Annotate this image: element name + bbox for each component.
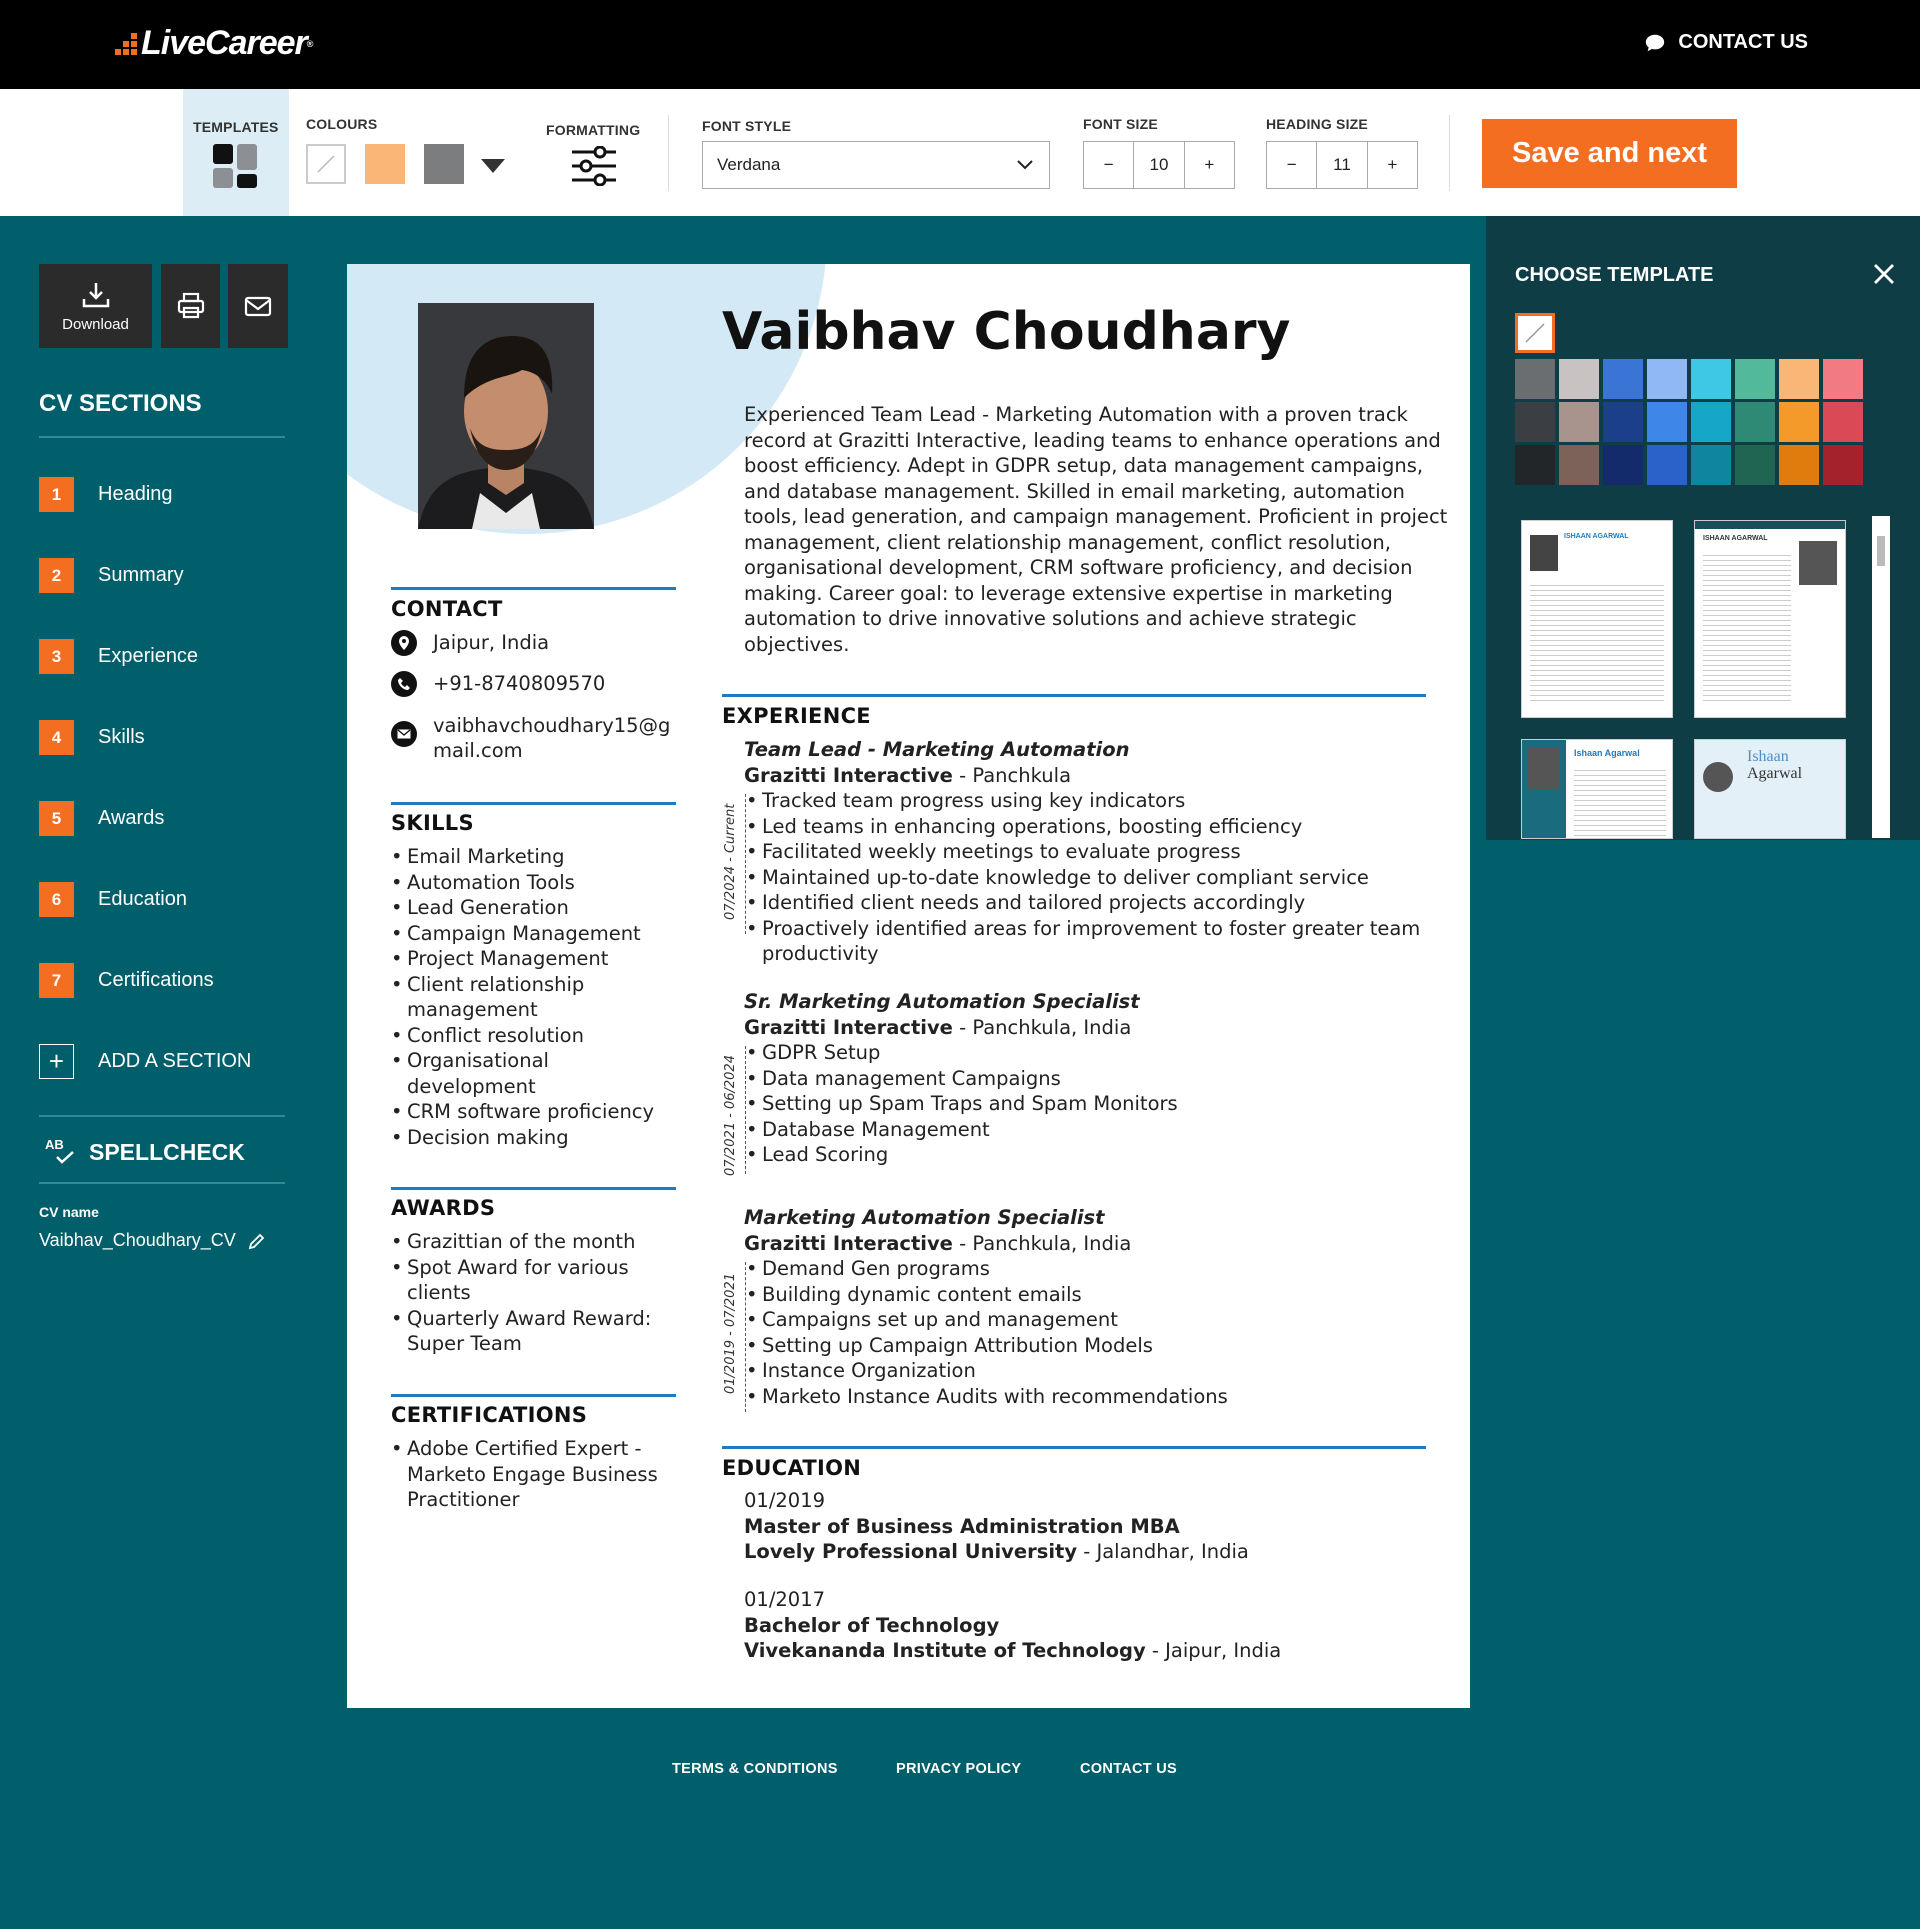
list-item: • Quarterly Award Reward: Super Team <box>391 1306 666 1357</box>
divider <box>39 1115 285 1117</box>
email-icon <box>391 721 417 747</box>
download-icon <box>81 280 111 310</box>
contact-email: vaibhavchoudhary15@g mail.com <box>391 713 670 763</box>
colour-option[interactable] <box>1779 402 1819 442</box>
templates-button[interactable]: TEMPLATES <box>183 89 289 216</box>
chevron-down-icon <box>1017 160 1033 170</box>
colour-swatch-none[interactable] <box>306 144 346 184</box>
list-item: • GDPR Setup <box>762 1040 1464 1066</box>
colour-option[interactable] <box>1691 445 1731 485</box>
skills-list <box>391 844 681 1150</box>
template-card[interactable]: Ishaan Agarwal <box>1694 739 1846 839</box>
colour-option[interactable] <box>1779 359 1819 399</box>
email-button[interactable] <box>228 264 288 348</box>
print-button[interactable] <box>161 264 220 348</box>
font-style-select[interactable]: Verdana <box>702 141 1050 189</box>
skills-heading: SKILLS <box>391 811 474 835</box>
list-item: • Campaign Management <box>391 921 681 947</box>
formatting-sliders-icon[interactable] <box>572 146 616 186</box>
certifications-heading: CERTIFICATIONS <box>391 1403 588 1427</box>
list-item: • Building dynamic content emails <box>762 1282 1464 1308</box>
font-size-increase-button[interactable]: + <box>1204 155 1215 174</box>
job-dates: 01/2019 - 07/2021 <box>723 1273 738 1394</box>
awards-list <box>391 1229 676 1357</box>
list-item: • Project Management <box>391 946 681 972</box>
section-rule <box>391 587 676 590</box>
experience-entry: Team Lead - Marketing Automation Grazitti Interactive - Panchkula • Tracked team progress using key indicators • Led teams in enhancing operations, boosting efficiency • Facilitated weekly meetings to evaluate progress • Maintained up-to-date knowledge to deliver compliant service • Identified client needs and tailored projects accordingly • Proactively identified areas for improvement to foster greater team productivity <box>744 737 1464 967</box>
list-item: • Tracked team progress using key indicators <box>762 788 1464 814</box>
job-dates: 07/2021 - 06/2024 <box>723 1055 738 1176</box>
template-card[interactable]: Ishaan Agarwal <box>1521 739 1673 839</box>
colour-option-none[interactable] <box>1515 313 1555 353</box>
spellcheck-button[interactable]: AB SPELLCHECK <box>45 1137 245 1167</box>
list-item: • Conflict resolution <box>391 1023 681 1049</box>
colour-option[interactable] <box>1603 402 1643 442</box>
list-item: • Automation Tools <box>391 870 681 896</box>
cv-sections-title: CV SECTIONS <box>39 390 202 417</box>
education-entry: 01/2017 Bachelor of Technology Vivekananda Institute of Technology - Jaipur, India <box>744 1588 1282 1662</box>
envelope-icon <box>243 291 273 321</box>
download-button[interactable]: Download <box>39 264 152 348</box>
resume-summary: Experienced Team Lead - Marketing Automation with a proven track record at Grazitti Interactive, leading teams to enhance operations and boost efficiency. Adept in GDPR setup, data management campaigns, and database management. Skilled in email marketing, automation tools, lead generation, and campaign management. Proficient in project management, client relationship management, conflict resolution, organisational development, CRM software proficiency, and decision making. Career goal: to leverage extensive expertise in marketing automation to drive innovative solutions and achieve strategic objectives. <box>744 403 1448 656</box>
template-card[interactable]: ISHAAN AGARWAL <box>1521 520 1673 718</box>
map-pin-icon <box>391 630 417 656</box>
resume-name: Vaibhav Choudhary <box>722 302 1291 362</box>
list-item: • Facilitated weekly meetings to evaluate progress <box>762 839 1464 865</box>
list-item: • Setting up Spam Traps and Spam Monitors <box>762 1091 1464 1117</box>
phone-icon <box>391 671 417 697</box>
timeline-line <box>745 1262 746 1412</box>
section-rule <box>722 1446 1426 1449</box>
font-size-value[interactable]: 10 <box>1133 142 1184 188</box>
templates-icon <box>212 143 260 191</box>
template-card[interactable]: ISHAAN AGARWAL <box>1694 520 1846 718</box>
contact-heading: CONTACT <box>391 597 503 621</box>
colour-option[interactable] <box>1515 402 1555 442</box>
add-section-button[interactable]: + ADD A SECTION <box>39 1044 251 1079</box>
colour-option[interactable] <box>1515 445 1555 485</box>
colour-option[interactable] <box>1735 402 1775 442</box>
list-item: • Adobe Certified Expert - Marketo Engage Business Practitioner <box>391 1436 676 1513</box>
list-item: • Demand Gen programs <box>762 1256 1464 1282</box>
list-item: • Grazittian of the month <box>391 1229 676 1255</box>
section-rule <box>722 694 1426 697</box>
list-item: • Spot Award for various clients <box>391 1255 631 1306</box>
experience-heading: EXPERIENCE <box>722 704 871 728</box>
list-item: • Client relationship management <box>391 972 611 1023</box>
template-colour-grid[interactable] <box>1515 359 1863 485</box>
list-item: • Led teams in enhancing operations, boosting efficiency <box>762 814 1464 840</box>
contact-phone: +91-8740809570 <box>391 671 605 697</box>
cv-name-label: CV name <box>39 1204 99 1220</box>
colour-option[interactable] <box>1735 445 1775 485</box>
toolbar: TEMPLATES COLOURS FORMATTING FONT STYLE Verdana FONT SIZE − 10 + HEADING SIZE − 11 + Save and next <box>0 89 1920 216</box>
colour-option[interactable] <box>1515 359 1555 399</box>
education-entry: 01/2019 Master of Business Administration MBA Lovely Professional University - Jalandhar, India <box>744 1489 1249 1563</box>
contact-us-link[interactable]: CONTACT US <box>1644 31 1808 54</box>
section-rule <box>391 1394 676 1397</box>
footer-contact-link[interactable]: CONTACT US <box>1080 1761 1177 1777</box>
list-item: • Campaigns set up and management <box>762 1307 1464 1333</box>
list-item: • CRM software proficiency <box>391 1099 681 1125</box>
logo-icon <box>115 33 137 55</box>
chat-bubble-icon <box>1644 32 1666 54</box>
list-item: • Proactively identified areas for improvement to foster greater team productivity <box>762 916 1464 967</box>
resume-preview[interactable] <box>347 264 1470 1708</box>
section-item-education[interactable]: 6 Education <box>39 882 187 917</box>
list-item: • Data management Campaigns <box>762 1066 1464 1092</box>
section-item-awards[interactable]: 5 Awards <box>39 801 164 836</box>
certifications-list <box>391 1436 676 1513</box>
section-item-summary[interactable]: 2 Summary <box>39 558 184 593</box>
experience-entry: Sr. Marketing Automation Specialist Grazitti Interactive - Panchkula, India • GDPR Setup • Data management Campaigns • Setting up Spam Traps and Spam Monitors • Database Management • Lead Scoring <box>744 989 1464 1168</box>
choose-template-panel <box>1486 216 1920 840</box>
save-and-next-button[interactable]: Save and next <box>1482 119 1737 188</box>
plus-icon: + <box>39 1044 74 1079</box>
privacy-link[interactable]: PRIVACY POLICY <box>896 1761 1022 1777</box>
job-dates: 07/2024 - Current <box>723 803 738 920</box>
colour-option[interactable] <box>1647 402 1687 442</box>
contact-location: Jaipur, India <box>391 630 549 656</box>
timeline-line <box>745 794 746 934</box>
awards-heading: AWARDS <box>391 1196 496 1220</box>
colour-option[interactable] <box>1559 359 1599 399</box>
colour-swatch-orange[interactable] <box>365 144 405 184</box>
section-item-experience[interactable]: 3 Experience <box>39 639 198 674</box>
pencil-icon[interactable] <box>248 1232 266 1250</box>
choose-template-title: CHOOSE TEMPLATE <box>1515 264 1714 286</box>
timeline-line <box>745 1046 746 1174</box>
colour-option[interactable] <box>1559 402 1599 442</box>
top-bar <box>0 0 1920 89</box>
colour-dropdown-icon[interactable] <box>481 159 505 173</box>
profile-photo <box>418 303 594 529</box>
section-item-skills[interactable]: 4 Skills <box>39 720 145 755</box>
list-item: • Lead Generation <box>391 895 681 921</box>
cv-name-field[interactable]: Vaibhav_Choudhary_CV <box>39 1230 266 1251</box>
section-item-certifications[interactable]: 7 Certifications <box>39 963 214 998</box>
list-item: • Maintained up-to-date knowledge to deliver compliant service <box>762 865 1464 891</box>
education-heading: EDUCATION <box>722 1456 862 1480</box>
spellcheck-icon: AB <box>45 1137 77 1167</box>
colour-option[interactable] <box>1603 445 1643 485</box>
font-size-stepper <box>1083 141 1235 189</box>
terms-link[interactable]: TERMS & CONDITIONS <box>672 1761 838 1777</box>
colour-option[interactable] <box>1779 445 1819 485</box>
colour-option[interactable] <box>1823 445 1863 485</box>
colour-option[interactable] <box>1647 359 1687 399</box>
colour-option[interactable] <box>1603 359 1643 399</box>
list-item: • Lead Scoring <box>762 1142 1464 1168</box>
section-item-heading[interactable]: 1 Heading <box>39 477 173 512</box>
colour-option[interactable] <box>1559 445 1599 485</box>
list-item: • Instance Organization <box>762 1358 1464 1384</box>
heading-size-value[interactable]: 11 <box>1316 142 1367 188</box>
list-item: • Decision making <box>391 1125 681 1151</box>
colour-option[interactable] <box>1735 359 1775 399</box>
colour-option[interactable] <box>1691 359 1731 399</box>
heading-size-stepper <box>1266 141 1418 189</box>
experience-entry: Marketing Automation Specialist Grazitti Interactive - Panchkula, India • Demand Gen programs • Building dynamic content emails • Campaigns set up and management • Setting up Campaign Attribution Models • Instance Organization • Marketo Instance Audits with recommendations <box>744 1205 1464 1409</box>
heading-size-decrease-button[interactable]: − <box>1286 155 1297 174</box>
close-icon[interactable] <box>1872 260 1896 294</box>
colour-option[interactable] <box>1823 402 1863 442</box>
livecareer-logo[interactable]: LiveCareer ® <box>115 24 312 63</box>
colour-option[interactable] <box>1691 402 1731 442</box>
list-item: • Email Marketing <box>391 844 681 870</box>
heading-size-increase-button[interactable]: + <box>1387 155 1398 174</box>
colour-option[interactable] <box>1823 359 1863 399</box>
divider <box>39 1182 285 1184</box>
template-scrollbar[interactable] <box>1872 516 1890 838</box>
printer-icon <box>176 291 206 321</box>
list-item: • Identified client needs and tailored projects accordingly <box>762 890 1464 916</box>
section-rule <box>391 802 676 805</box>
divider <box>39 436 285 438</box>
list-item: • Marketo Instance Audits with recommendations <box>762 1384 1464 1410</box>
colour-option[interactable] <box>1647 445 1687 485</box>
list-item: • Organisational development <box>391 1048 591 1099</box>
colour-swatch-grey[interactable] <box>424 144 464 184</box>
font-size-decrease-button[interactable]: − <box>1103 155 1114 174</box>
list-item: • Database Management <box>762 1117 1464 1143</box>
section-rule <box>391 1187 676 1190</box>
list-item: • Setting up Campaign Attribution Models <box>762 1333 1464 1359</box>
